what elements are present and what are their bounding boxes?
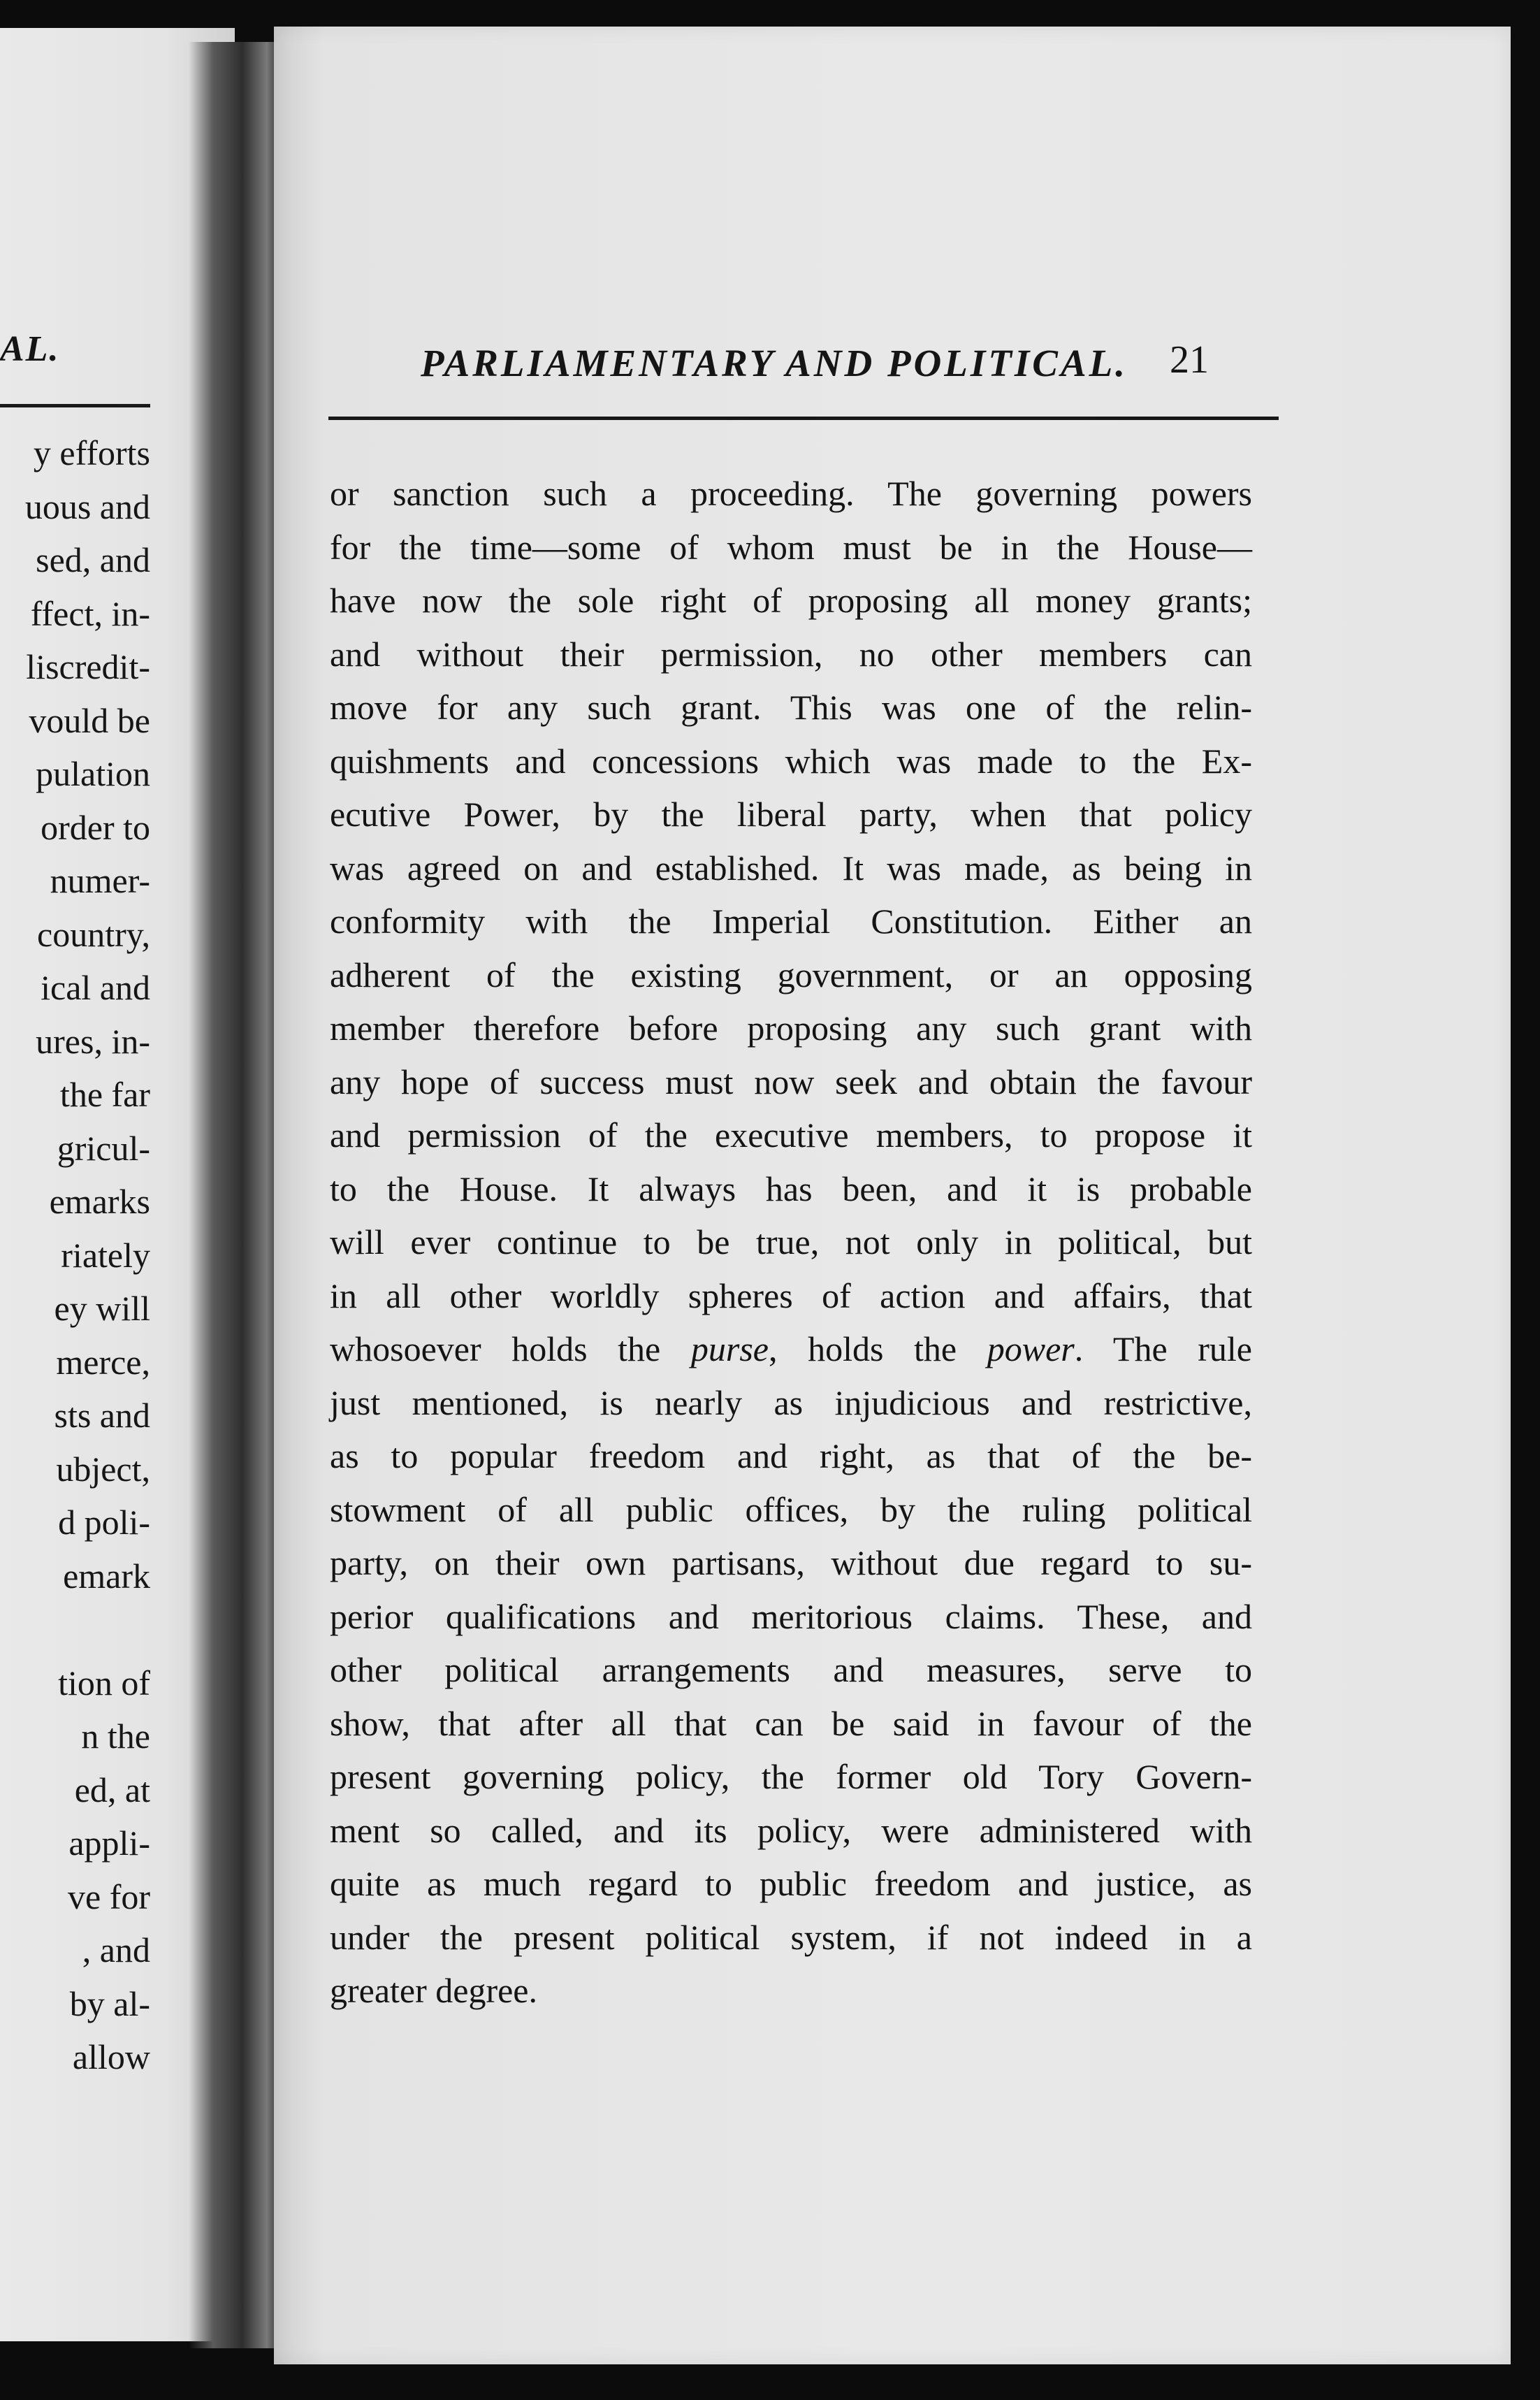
page-number: 21 bbox=[1169, 338, 1209, 382]
text-line: show, that after all that can be said in favour of the bbox=[330, 1703, 1252, 1743]
text-line: in all other worldly spheres of action and affairs, that bbox=[330, 1275, 1252, 1315]
text-line: present governing policy, the former old Tory Govern- bbox=[330, 1757, 1252, 1796]
text-line: just mentioned, is nearly as injudicious and restrictive, bbox=[330, 1382, 1252, 1422]
emphasis-power: power bbox=[987, 1329, 1075, 1368]
text-line-final: greater degree. bbox=[330, 1971, 537, 2010]
text-line: adherent of the existing government, or an opposing bbox=[330, 955, 1252, 995]
text-line: quite as much regard to public freedom and justice, as bbox=[330, 1864, 1252, 1903]
left-text-line: sed, and bbox=[36, 540, 150, 579]
text-line: was agreed on and established. It was made, as being in bbox=[330, 848, 1252, 888]
text-line: ment so called, and its policy, were administered with bbox=[330, 1810, 1252, 1850]
right-page bbox=[274, 27, 1511, 2364]
text-line: member therefore before proposing any such grant with bbox=[330, 1009, 1252, 1048]
text-fragment: . The rule bbox=[1074, 1329, 1252, 1368]
text-line: ecutive Power, by the liberal party, when that policy bbox=[330, 795, 1252, 834]
left-text-line: n the bbox=[81, 1716, 150, 1756]
left-text-line: ubject, bbox=[56, 1449, 150, 1489]
left-text-line: , and bbox=[82, 1930, 150, 1969]
text-line: stowment of all public offices, by the ruling political bbox=[330, 1489, 1252, 1529]
left-text-line: appli- bbox=[68, 1823, 150, 1863]
text-line: party, on their own partisans, without due regard to su- bbox=[330, 1543, 1252, 1582]
left-text-line: the far bbox=[59, 1075, 150, 1114]
text-line: for the time—some of whom must be in the House— bbox=[330, 527, 1252, 567]
left-text-line: country, bbox=[37, 914, 150, 954]
left-text-line: ve for bbox=[68, 1877, 150, 1916]
body-text bbox=[330, 467, 1252, 2018]
left-text-line: liscredit- bbox=[26, 647, 150, 686]
text-line: other political arrangements and measures, serve to bbox=[330, 1650, 1252, 1689]
left-text-line: gricul- bbox=[57, 1128, 150, 1168]
left-text-line: emark bbox=[63, 1556, 150, 1596]
left-text-line: by al- bbox=[69, 1983, 150, 2023]
text-line: will ever continue to be true, not only in political, but bbox=[330, 1222, 1252, 1262]
left-text-line: ical and bbox=[41, 968, 150, 1007]
text-line: conformity with the Imperial Constitution. Either an bbox=[330, 902, 1252, 941]
left-text-line: y efforts bbox=[33, 433, 150, 472]
left-page-text bbox=[0, 426, 150, 2084]
text-line: any hope of success must now seek and obtain the favour bbox=[330, 1062, 1252, 1101]
text-line: perior qualifications and meritorious claims. These, and bbox=[330, 1596, 1252, 1636]
left-text-line: d poli- bbox=[58, 1503, 150, 1542]
left-text-line: ffect, in- bbox=[30, 593, 150, 633]
left-text-line: emarks bbox=[49, 1182, 150, 1221]
left-header-rule bbox=[0, 404, 150, 407]
left-text-line: pulation bbox=[36, 754, 150, 793]
left-text-line: tion of bbox=[58, 1663, 150, 1703]
left-text-line: merce, bbox=[56, 1342, 150, 1382]
text-fragment: , holds the bbox=[768, 1329, 987, 1368]
book-gutter-shadow bbox=[189, 42, 286, 2348]
left-text-line: riately bbox=[61, 1235, 150, 1275]
left-text-line: vould be bbox=[29, 700, 150, 740]
left-text-line: ed, at bbox=[74, 1770, 150, 1809]
left-text-line: uous and bbox=[24, 486, 150, 526]
text-line: and without their permission, no other members can bbox=[330, 634, 1252, 674]
text-line: and permission of the executive members, to propose it bbox=[330, 1115, 1252, 1155]
running-head: PARLIAMENTARY AND POLITICAL. bbox=[421, 342, 1128, 384]
text-line-emphasis bbox=[330, 1322, 1252, 1376]
text-line: as to popular freedom and right, as that of the be- bbox=[330, 1436, 1252, 1475]
header-rule bbox=[328, 417, 1279, 420]
left-text-line: sts and bbox=[54, 1396, 150, 1435]
text-line: quishments and concessions which was made to the Ex- bbox=[330, 741, 1252, 781]
left-text-line: numer- bbox=[50, 861, 150, 900]
left-text-line: order to bbox=[41, 807, 150, 847]
text-line: or sanction such a proceeding. The governing powers bbox=[330, 474, 1252, 513]
text-line: move for any such grant. This was one of the relin- bbox=[330, 688, 1252, 727]
left-running-head: AL. bbox=[0, 329, 60, 369]
text-line: to the House. It always has been, and it is probable bbox=[330, 1169, 1252, 1208]
emphasis-purse: purse bbox=[690, 1329, 769, 1368]
text-line: have now the sole right of proposing all money grants; bbox=[330, 581, 1252, 620]
left-text-line: ures, in- bbox=[36, 1021, 150, 1061]
text-line: under the present political system, if not indeed in a bbox=[330, 1917, 1252, 1957]
left-text-line bbox=[0, 1603, 150, 1656]
text-fragment: whosoever holds the bbox=[330, 1329, 691, 1368]
left-text-line: allow bbox=[72, 2037, 150, 2076]
left-text-line: ey will bbox=[54, 1289, 150, 1328]
